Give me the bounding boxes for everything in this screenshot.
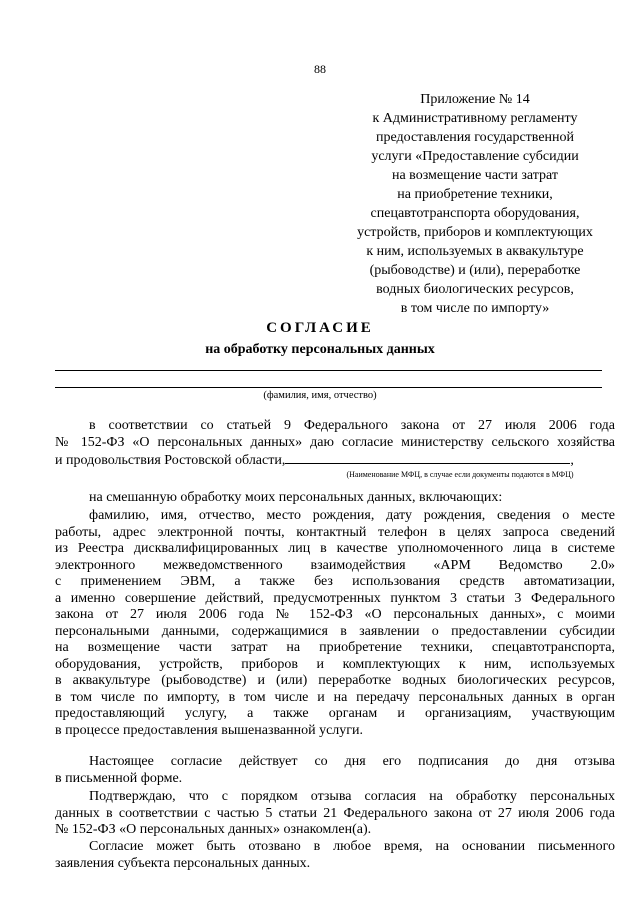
data-list-paragraph <box>55 508 615 739</box>
paragraph-line: заявления субъекта персональных данных. <box>55 855 311 871</box>
appendix-line: Приложение № 14 <box>420 92 530 107</box>
paragraph-text: фамилию, имя, отчество, место рождения, дату рождения, сведения о месте <box>89 508 615 523</box>
paragraph-line: № 152-ФЗ «О персональных данных» ознакомлен(а). <box>55 822 372 837</box>
appendix-line: предоставления государственной <box>375 130 575 145</box>
paragraph-line <box>55 754 615 771</box>
revocation-paragraph <box>55 839 615 872</box>
paragraph-text: , <box>570 453 574 468</box>
paragraph-line: из Реестра дисквалифицированных лиц в качестве уполномоченного лица в системе <box>55 541 615 556</box>
document-title: СОГЛАСИЕ <box>266 320 374 336</box>
processing-intro-paragraph <box>55 490 615 507</box>
appendix-line: услуги «Предоставление субсидии <box>371 149 579 164</box>
paragraph-line: предоставляющий услугу, а также органам и организациям, участвующим <box>55 706 615 721</box>
paragraph-text: на смешанную обработку моих персональных данных, включающих: <box>89 490 503 505</box>
appendix-header <box>345 90 605 318</box>
paragraph-line: электронного межведомственного взаимодействия «АРМ Ведомство 2.0» <box>55 557 615 573</box>
paragraph-line: в том числе по импорту, в том числе и на передачу персональных данных в орган <box>55 689 615 705</box>
validity-paragraph <box>55 754 615 787</box>
paragraph-line <box>55 418 615 435</box>
appendix-line: к ним, используемых в аквакультуре <box>366 244 584 259</box>
paragraph-line: в процессе предоставления вышеназванной услуги. <box>55 722 364 738</box>
appendix-line: спецавтотранспорта оборудования, <box>370 206 580 221</box>
paragraph-text: в соответствии со статьей 9 Федерального закона от 27 июля 2006 года <box>89 418 615 433</box>
paragraph-text: Настоящее согласие действует со дня его подписания до дня отзыва <box>89 754 615 769</box>
paragraph-line: № 152-ФЗ «О персональных данных» даю согласие министерству сельского хозяйства <box>55 434 615 450</box>
paragraph-line: на возмещение части затрат на приобретение техники, спецавтотранспорта, <box>55 640 615 655</box>
paragraph-line: в письменной форме. <box>55 770 183 786</box>
paragraph-line <box>55 789 615 806</box>
document-subtitle: на обработку персональных данных <box>205 342 435 357</box>
acknowledgement-paragraph <box>55 789 615 839</box>
fio-caption: (фамилия, имя, отчество) <box>263 390 377 401</box>
appendix-line: устройств, приборов и комплектующих <box>357 225 593 240</box>
appendix-line: водных биологических ресурсов, <box>376 282 574 297</box>
mfc-name-blank[interactable] <box>285 451 570 464</box>
paragraph-line: а именно совершение действий, предусмотренных пунктом 3 статьи 3 Федерального <box>55 590 615 606</box>
appendix-line: на возмещение части затрат <box>391 168 559 183</box>
paragraph-line: с применением ЭВМ, а также без использования средств автоматизации, <box>55 574 615 589</box>
consent-paragraph <box>55 418 615 470</box>
paragraph-line <box>55 839 615 856</box>
fio-blank-line-1[interactable] <box>55 370 602 371</box>
paragraph-line: данных в соответствии с частью 5 статьи 21 Федерального закона от 27 июля 2006 года <box>55 805 615 821</box>
fio-blank-line-2[interactable] <box>55 387 602 388</box>
paragraph-text: и продовольствия Ростовской области, <box>55 453 286 468</box>
paragraph-line: в аквакультуре (рыбоводстве) и (или) переработке водных биологических ресурсов, <box>55 673 615 688</box>
appendix-line: к Административному регламенту <box>372 111 578 126</box>
page-number: 88 <box>314 62 326 76</box>
mfc-caption: (Наименование МФЦ, в случае если документы подаются в МФЦ) <box>346 470 574 479</box>
paragraph-text: Подтверждаю, что с порядком отзыва согласия на обработку персональных <box>89 789 615 804</box>
paragraph-line <box>55 490 615 507</box>
paragraph-text: Согласие может быть отозвано в любое время, на основании письменного <box>89 839 615 854</box>
paragraph-line <box>55 451 615 470</box>
appendix-line: на приобретение техники, <box>397 187 553 202</box>
paragraph-line: работы, адрес электронной почты, контактный телефон в целях запроса сведений <box>55 524 615 540</box>
paragraph-line: персональными данными, содержащимися в заявлении о предоставлении субсидии <box>55 623 615 639</box>
paragraph-line: закона от 27 июля 2006 года № 152-ФЗ «О персональных данных», с моими <box>55 607 615 622</box>
paragraph-line: оборудования, устройств, приборов и комплектующих к ним, используемых <box>55 656 615 672</box>
appendix-line: в том числе по импорту» <box>400 301 550 316</box>
appendix-line: (рыбоводстве) и (или), переработке <box>369 263 581 278</box>
paragraph-line <box>55 508 615 525</box>
